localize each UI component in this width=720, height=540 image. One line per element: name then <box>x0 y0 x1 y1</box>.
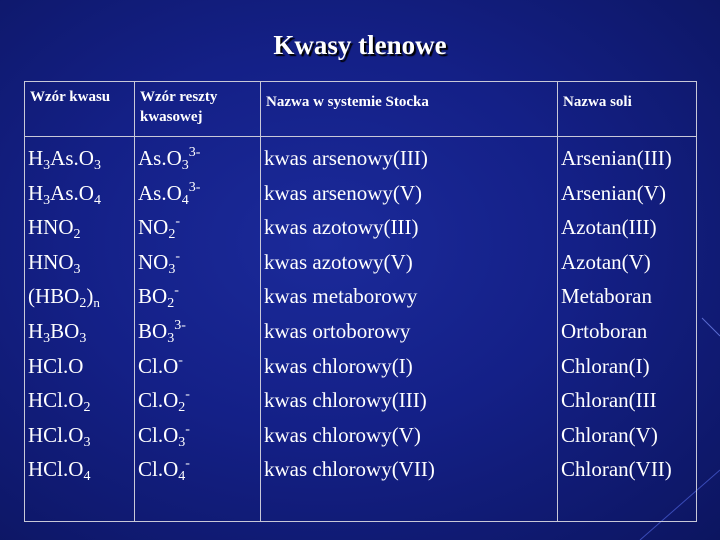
header-residue-formula: Wzór reszty kwasowej <box>140 89 218 125</box>
stock-name: kwas chlorowy(I) <box>264 353 413 378</box>
acids-table <box>24 81 697 522</box>
superscript: - <box>175 248 181 264</box>
residue-formula <box>138 418 260 453</box>
formula-text: HCl.O <box>28 388 84 413</box>
header-cell <box>558 82 697 137</box>
stock-name: kwas arsenowy(V) <box>264 180 423 205</box>
subscript: 3 <box>168 261 176 277</box>
subscript: 2 <box>73 227 81 243</box>
formula-text: H <box>28 146 44 170</box>
formula-text: NO <box>138 249 169 274</box>
formula-text: As.O <box>138 146 182 170</box>
salt-name: Chloran(III <box>561 388 657 413</box>
formula-text: BO <box>50 318 80 343</box>
acid-formula <box>28 418 134 453</box>
stock-name: kwas chlorowy(III) <box>264 388 427 413</box>
header-acid-formula: Wzór kwasu <box>30 89 111 105</box>
subscript: 2 <box>79 296 87 312</box>
header-cell <box>135 82 261 137</box>
salt-name: Azotan(III) <box>561 215 657 240</box>
formula-text: HCl.O <box>28 422 84 447</box>
residue-formula-column <box>135 137 261 522</box>
subscript: 2 <box>168 227 176 243</box>
stock-name: kwas chlorowy(VII) <box>264 457 435 482</box>
formula-text: As.O <box>138 180 182 205</box>
formula-text: BO <box>138 284 168 309</box>
residue-formula <box>138 245 260 280</box>
subscript: 2 <box>178 400 186 416</box>
superscript: - <box>178 352 183 368</box>
formula-text: Cl.O <box>138 457 179 482</box>
decor-line <box>702 318 720 336</box>
formula-text: (HBO <box>28 284 80 309</box>
residue-formula-list <box>135 137 260 487</box>
residue-formula <box>138 176 260 211</box>
residue-formula <box>138 314 260 349</box>
acid-formula-column <box>25 137 135 522</box>
acid-formula <box>28 314 134 349</box>
superscript: - <box>174 283 179 299</box>
body-row <box>25 137 697 522</box>
residue-formula <box>138 349 260 384</box>
stock-name: kwas ortoborowy <box>264 318 411 343</box>
residue-formula <box>138 141 260 176</box>
formula-text: HCl.O <box>28 457 84 482</box>
salt-name: Ortoboran <box>561 318 648 343</box>
salt-name: Azotan(V) <box>561 249 651 274</box>
formula-text: As.O <box>50 180 94 205</box>
residue-formula <box>138 210 260 245</box>
header-cell <box>261 82 558 137</box>
subscript: 3 <box>83 434 91 450</box>
acid-formula <box>28 141 134 176</box>
acid-formula <box>28 452 134 487</box>
stock-name-column <box>261 137 558 522</box>
header-row <box>25 82 697 137</box>
stock-name: kwas azotowy(III) <box>264 215 419 240</box>
acid-formula <box>28 383 134 418</box>
formula-text: As.O <box>50 146 94 170</box>
header-salt-name: Nazwa soli <box>563 94 632 110</box>
header-stock-name: Nazwa w systemie Stocka <box>266 94 429 110</box>
subscript: 3 <box>43 158 51 173</box>
superscript: - <box>185 421 190 437</box>
formula-text: ) <box>86 284 94 309</box>
salt-name-column <box>558 137 697 522</box>
superscript: 3- <box>188 179 201 195</box>
superscript: 3- <box>188 145 201 160</box>
subscript: 2 <box>167 296 175 312</box>
salt-name-list <box>558 137 696 487</box>
formula-text: Cl.O <box>138 353 179 378</box>
subscript: 4 <box>93 192 101 208</box>
formula-text: H <box>28 180 44 205</box>
acid-formula-list <box>25 137 134 487</box>
subscript: 3 <box>178 434 186 450</box>
subscript: 4 <box>181 192 189 208</box>
subscript: 3 <box>167 330 175 346</box>
slide-title: Kwasy tlenowe <box>273 30 447 60</box>
formula-text: HCl.O <box>28 353 84 378</box>
stock-name: kwas arsenowy(III) <box>264 146 428 170</box>
formula-text: Cl.O <box>138 422 179 447</box>
residue-formula <box>138 383 260 418</box>
subscript: 3 <box>43 330 51 346</box>
stock-name: kwas azotowy(V) <box>264 249 413 274</box>
salt-name: Chloran(I) <box>561 353 650 378</box>
superscript: - <box>175 214 181 230</box>
acid-formula <box>28 349 134 384</box>
salt-name: Arsenian(V) <box>561 180 666 205</box>
acid-formula <box>28 176 134 211</box>
subscript: 3 <box>73 261 81 277</box>
salt-name: Chloran(VII) <box>561 457 672 482</box>
subscript: 4 <box>83 469 91 485</box>
formula-text: Cl.O <box>138 388 179 413</box>
subscript: 3 <box>43 192 51 208</box>
stock-name: kwas metaborowy <box>264 284 418 309</box>
residue-formula <box>138 452 260 487</box>
formula-text: H <box>28 318 44 343</box>
formula-text: BO <box>138 318 168 343</box>
header-cell <box>25 82 135 137</box>
formula-text: HNO <box>28 215 74 240</box>
stock-name: kwas chlorowy(V) <box>264 422 421 447</box>
subscript: n <box>93 295 100 311</box>
subscript: 3 <box>79 330 87 346</box>
subscript: 3 <box>93 158 101 173</box>
salt-name: Arsenian(III) <box>561 146 672 170</box>
formula-text: NO <box>138 215 169 240</box>
acid-formula <box>28 210 134 245</box>
superscript: 3- <box>174 317 186 333</box>
superscript: - <box>185 387 190 403</box>
subscript: 4 <box>178 469 186 485</box>
subscript: 2 <box>83 400 91 416</box>
salt-name: Chloran(V) <box>561 422 658 447</box>
salt-name: Metaboran <box>561 284 652 309</box>
formula-text: HNO <box>28 249 74 274</box>
residue-formula <box>138 279 260 314</box>
superscript: - <box>185 456 190 472</box>
acid-formula <box>28 279 134 314</box>
acid-formula <box>28 245 134 280</box>
subscript: 3 <box>181 158 189 173</box>
stock-name-list <box>261 137 557 487</box>
